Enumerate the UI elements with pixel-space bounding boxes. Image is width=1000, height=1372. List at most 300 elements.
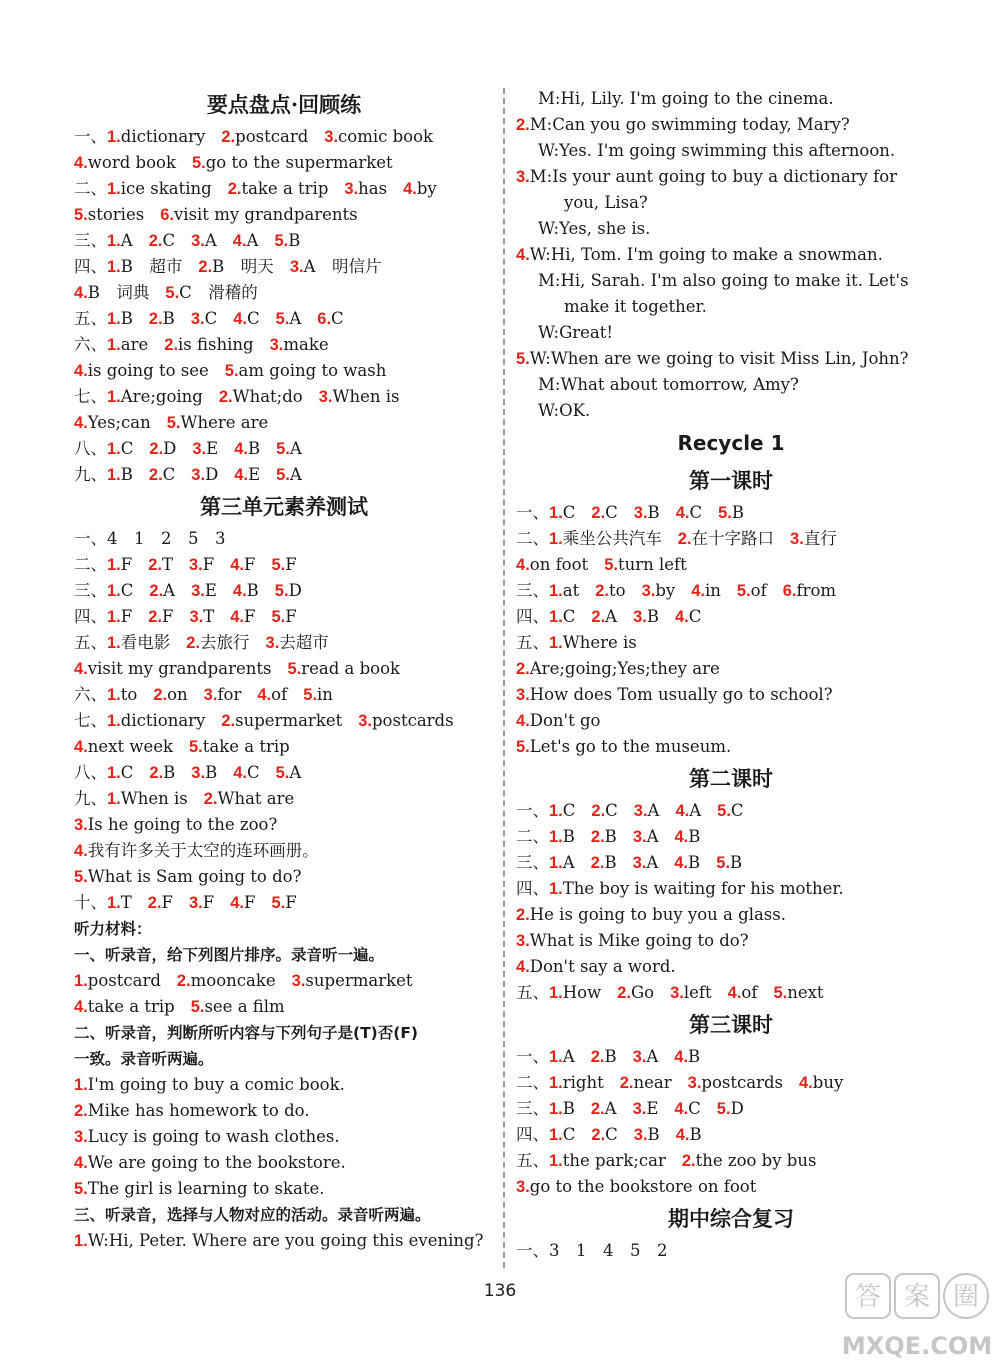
answer-text: 4 1 2 5 3: [107, 529, 226, 548]
answer-line: [516, 500, 946, 526]
answer-text: He is going to buy you a glass.: [529, 905, 786, 924]
right-column: [516, 86, 946, 1264]
answer-item: [549, 1099, 575, 1118]
answer-item: [274, 231, 300, 250]
answer-item: [107, 685, 137, 704]
answer-line: [74, 552, 494, 578]
answer-item: [270, 335, 329, 354]
answer-item: [549, 1125, 575, 1144]
item-number: 2.: [74, 1102, 88, 1120]
answer-item: [74, 841, 319, 860]
item-number: 5.: [516, 738, 530, 756]
item-number: 3.: [189, 608, 204, 626]
answer-item: [516, 503, 549, 522]
item-number: 4.: [74, 842, 88, 860]
answer-item: [620, 1073, 672, 1092]
answer-text: right: [562, 1073, 604, 1092]
answer-text: Lucy is going to wash clothes.: [87, 1127, 340, 1146]
answer-text: The boy is waiting for his mother.: [562, 879, 844, 898]
item-number: 3.: [670, 984, 684, 1002]
item-number: 2.: [221, 128, 236, 146]
item-number: 3.: [790, 530, 804, 548]
answer-text: dictionary: [120, 711, 206, 730]
answer-text: B: [604, 827, 617, 846]
item-number: 4.: [691, 582, 705, 600]
answer-item: [74, 1179, 325, 1198]
item-number: 5.: [275, 764, 290, 782]
answer-line: [516, 112, 946, 138]
answer-item: [676, 503, 702, 522]
item-number: 3.: [358, 712, 372, 730]
answer-item: [617, 983, 654, 1002]
answer-line: [516, 656, 946, 682]
answer-text: C: [605, 503, 618, 522]
answer-text: A: [120, 231, 133, 250]
item-number: 3.: [191, 466, 206, 484]
answer-item: [516, 957, 676, 976]
answer-item: [276, 309, 302, 328]
item-number: 2.: [516, 660, 530, 678]
answer-item: [549, 983, 601, 1002]
answer-text: D: [730, 1099, 744, 1118]
item-number: 4.: [674, 854, 689, 872]
item-number: 1.: [549, 634, 563, 652]
item-number: 1.: [74, 1232, 88, 1250]
answer-text: A: [646, 827, 659, 846]
answer-line: [74, 228, 494, 254]
answer-item: [74, 257, 107, 276]
section-number: 一、: [74, 127, 107, 146]
answer-text: B: [247, 439, 261, 458]
answer-line: [74, 734, 494, 760]
answer-item: [516, 853, 549, 872]
answer-text: B: [688, 853, 701, 872]
answer-item: [107, 789, 188, 808]
item-number: 5.: [773, 984, 788, 1002]
answer-item: [516, 1099, 549, 1118]
answer-item: [516, 1047, 549, 1066]
item-number: 2.: [148, 232, 163, 250]
item-number: 2.: [149, 582, 164, 600]
item-number: 5.: [166, 414, 181, 432]
answer-item: [107, 633, 170, 652]
answer-text: C: [331, 309, 344, 328]
answer-item: [287, 659, 400, 678]
answer-item: [225, 361, 387, 380]
answer-text: B: [729, 853, 743, 872]
item-number: 3.: [632, 828, 647, 846]
section-number: 三、: [516, 581, 549, 600]
answer-item: [230, 607, 255, 626]
answer-item: [107, 711, 205, 730]
answer-text: to: [120, 685, 138, 704]
answer-item: [148, 893, 173, 912]
answer-item: [149, 439, 176, 458]
answer-line: [516, 876, 946, 902]
section-number: 四、: [516, 879, 549, 898]
answer-line: [516, 552, 946, 578]
watermark-logo: [842, 1268, 992, 1364]
answer-item: [674, 1099, 700, 1118]
answer-item: [74, 607, 107, 626]
item-number: 3.: [632, 854, 647, 872]
answer-text: D: [205, 465, 219, 484]
item-number: 2.: [148, 556, 162, 574]
answer-item: [74, 789, 107, 808]
answer-text: F: [285, 893, 297, 912]
answer-item: [516, 905, 786, 924]
answer-text: M:Is your aunt going to buy a dictionary for: [529, 167, 898, 186]
item-number: 2.: [590, 1100, 605, 1118]
answer-text: B: [246, 581, 259, 600]
answer-text: B: [604, 1047, 617, 1066]
answer-text: A 明信片: [303, 257, 382, 276]
answer-text: buy: [812, 1073, 844, 1092]
item-number: 1.: [549, 1126, 563, 1144]
answer-item: [516, 1125, 549, 1144]
answer-item: [516, 1241, 668, 1260]
answer-item: [633, 607, 659, 626]
answer-item: [516, 1177, 756, 1196]
item-number: 2.: [198, 258, 213, 276]
section-number: 二、: [74, 555, 107, 574]
answer-item: [74, 439, 107, 458]
answer-text: F: [161, 607, 174, 626]
answer-text: E: [206, 439, 219, 458]
answer-item: [74, 335, 107, 354]
answer-item: [516, 245, 883, 264]
item-number: 3.: [74, 816, 88, 834]
answer-item: [153, 685, 187, 704]
answer-text: Is he going to the zoo?: [87, 815, 278, 834]
answer-text: W:Hi, Peter. Where are you going this evening?: [87, 1231, 484, 1250]
item-number: 5.: [287, 660, 302, 678]
column-divider: [503, 88, 505, 1268]
answer-text: When is: [332, 387, 400, 406]
answer-text: C: [730, 801, 744, 820]
answer-line: [74, 786, 494, 812]
item-number: 4.: [234, 440, 248, 458]
answer-text: D: [163, 439, 177, 458]
item-number: 1.: [74, 1076, 88, 1094]
answer-line: [516, 1070, 946, 1096]
item-number: 2.: [176, 972, 191, 990]
answer-item: [233, 231, 259, 250]
item-number: 1.: [107, 764, 121, 782]
item-number: 4.: [74, 154, 88, 172]
answer-item: [257, 685, 287, 704]
answer-item: [186, 633, 249, 652]
answer-item: [107, 439, 133, 458]
answer-text: A: [562, 853, 575, 872]
item-number: 3.: [632, 1100, 647, 1118]
answer-item: [516, 801, 549, 820]
answer-item: [290, 257, 382, 276]
section-number: 三、: [74, 581, 107, 600]
item-number: 6.: [160, 206, 174, 224]
answer-text: T: [161, 555, 173, 574]
answer-item: [549, 801, 575, 820]
answer-item: [633, 827, 659, 846]
answer-item: [74, 867, 301, 886]
answer-item: [74, 465, 107, 484]
item-number: 4.: [230, 556, 244, 574]
answer-item: [516, 737, 731, 756]
answer-item: [107, 231, 133, 250]
answer-text: B: [288, 231, 301, 250]
answer-line: [74, 176, 494, 202]
answer-text: supermarket: [305, 971, 413, 990]
item-number: 1.: [549, 1074, 563, 1092]
answer-text: B: [647, 503, 660, 522]
answer-line: [74, 384, 494, 410]
item-number: 4.: [74, 738, 88, 756]
item-number: 1.: [549, 854, 563, 872]
item-number: 3.: [191, 582, 205, 600]
answer-item: [74, 387, 107, 406]
answer-item: [783, 581, 836, 600]
watermark-char-2: 案: [903, 1282, 931, 1312]
answer-item: [191, 763, 217, 782]
answer-text: F: [120, 607, 133, 626]
answer-text: visit my grandparents: [173, 205, 358, 224]
answer-item: [74, 529, 226, 548]
answer-item: [149, 309, 175, 328]
answer-text: at: [562, 581, 580, 600]
answer-item: [266, 633, 329, 652]
answer-item: [149, 763, 175, 782]
answer-text: C: [120, 581, 134, 600]
answer-item: [633, 853, 659, 872]
answer-item: [234, 465, 260, 484]
answer-item: [107, 179, 212, 198]
item-number: 3.: [633, 1126, 648, 1144]
answer-line: [516, 980, 946, 1006]
item-number: 5.: [189, 738, 203, 756]
answer-item: [164, 335, 253, 354]
answer-text: go to the supermarket: [205, 153, 393, 172]
answer-item: [675, 827, 701, 846]
item-number: 5.: [191, 154, 206, 172]
item-number: 5.: [718, 504, 732, 522]
answer-text: Don't go: [529, 711, 601, 730]
answer-text: B 明天: [212, 257, 274, 276]
section-number: 六、: [74, 335, 107, 354]
answer-item: [676, 1125, 702, 1144]
answer-text: 乘坐公共汽车: [562, 529, 662, 548]
answer-item: [633, 1047, 659, 1066]
answer-line: [516, 1122, 946, 1148]
item-number: 2.: [221, 712, 236, 730]
answer-line: [516, 630, 946, 656]
section-number: 一、: [516, 801, 549, 820]
answer-item: [74, 1153, 346, 1172]
item-number: 2.: [148, 608, 162, 626]
answer-item: [107, 607, 132, 626]
answer-item: [74, 997, 175, 1016]
item-number: 1.: [549, 802, 563, 820]
item-number: 1.: [107, 232, 121, 250]
listening-section-title: 一、听录音，给下列图片排序。录音听一遍。: [74, 946, 385, 964]
answer-line: [74, 1098, 494, 1124]
answer-text: C: [605, 801, 618, 820]
answer-item: [74, 231, 107, 250]
answer-item: [191, 997, 285, 1016]
item-number: 4.: [674, 1100, 689, 1118]
section-heading: 要点盘点·回顾练: [206, 92, 362, 117]
answer-text: 直行: [803, 529, 837, 548]
answer-line: [516, 734, 946, 760]
answer-text: is fishing: [178, 335, 254, 354]
answer-item: [234, 439, 260, 458]
section-heading: Recycle 1: [677, 431, 785, 455]
answer-text: C: [688, 607, 702, 626]
item-number: 1.: [107, 388, 121, 406]
section-number: 一、: [74, 529, 107, 548]
item-number: 3.: [189, 894, 203, 912]
section-number: 三、: [516, 1099, 549, 1118]
item-number: 3.: [192, 440, 207, 458]
answer-line: [516, 824, 946, 850]
answer-text: C: [605, 1125, 618, 1144]
answer-item: [303, 685, 333, 704]
item-number: 6.: [782, 582, 797, 600]
answer-text: B: [163, 763, 176, 782]
answer-text: F: [243, 607, 256, 626]
answer-text: take a trip: [241, 179, 329, 198]
answer-text: turn left: [617, 555, 687, 574]
answer-item: [773, 983, 823, 1002]
answer-line: [516, 526, 946, 552]
answer-text: B: [120, 309, 133, 328]
answer-item: [317, 309, 343, 328]
answer-line: [74, 1072, 494, 1098]
answer-item: [591, 1099, 617, 1118]
answer-text: B: [562, 1099, 575, 1118]
item-number: 1.: [107, 894, 121, 912]
item-number: 1.: [107, 128, 121, 146]
answer-line: [74, 630, 494, 656]
left-column: [74, 86, 494, 1254]
answer-item: [591, 801, 617, 820]
item-number: 5.: [716, 1100, 731, 1118]
item-number: 5.: [190, 998, 205, 1016]
answer-line: [516, 1238, 946, 1264]
answer-line: [74, 578, 494, 604]
answer-item: [74, 659, 271, 678]
answer-text: 我有许多关于太空的连环画册。: [87, 841, 319, 860]
answer-text: I'm going to buy a comic book.: [87, 1075, 345, 1094]
answer-text: A: [289, 465, 302, 484]
answer-text: 去超市: [279, 633, 329, 652]
item-number: 3.: [190, 310, 205, 328]
item-number: 5.: [275, 310, 290, 328]
answer-line: [74, 760, 494, 786]
answer-item: [591, 853, 617, 872]
answer-text: from: [796, 581, 837, 600]
item-number: 4.: [516, 556, 530, 574]
answer-item: [107, 555, 132, 574]
answer-text: by: [655, 581, 676, 600]
answer-line: [74, 1228, 494, 1254]
answer-item: [728, 983, 758, 1002]
item-number: 1.: [107, 180, 121, 198]
answer-line: [74, 890, 494, 916]
answer-text: B: [688, 827, 701, 846]
section-heading: 第一课时: [689, 468, 773, 493]
answer-item: [74, 1127, 340, 1146]
answer-line: [516, 242, 946, 268]
item-number: 4.: [74, 998, 88, 1016]
answer-text: of: [750, 581, 767, 600]
item-number: 3.: [633, 608, 647, 626]
item-number: 3.: [633, 504, 648, 522]
answer-item: [107, 387, 203, 406]
answer-text: postcards: [701, 1073, 783, 1092]
answer-item: [230, 893, 255, 912]
item-number: 4.: [799, 1074, 813, 1092]
item-number: 2.: [591, 504, 606, 522]
item-number: 5.: [516, 350, 530, 368]
answer-text: A: [289, 309, 302, 328]
item-number: 4.: [516, 246, 530, 264]
answer-text: C: [162, 231, 176, 250]
answer-item: [591, 607, 617, 626]
item-number: 3.: [324, 128, 339, 146]
item-number: 5.: [274, 232, 289, 250]
answer-text: for: [217, 685, 242, 704]
answer-item: [675, 607, 701, 626]
answer-text: C: [162, 465, 176, 484]
answer-item: [74, 179, 107, 198]
answer-text: A: [289, 439, 302, 458]
answer-item: [276, 439, 302, 458]
answer-text: F: [243, 555, 256, 574]
answer-text: E: [646, 1099, 659, 1118]
item-number: 5.: [604, 556, 618, 574]
item-number: 1.: [74, 972, 88, 990]
item-number: 1.: [107, 258, 121, 276]
answer-line: [516, 346, 946, 372]
item-number: 1.: [549, 828, 563, 846]
answer-item: [233, 309, 259, 328]
answer-text: ice skating: [120, 179, 212, 198]
answer-line: [74, 708, 494, 734]
item-number: 4.: [403, 180, 417, 198]
answer-line: [516, 1174, 946, 1200]
answer-text: B: [688, 1047, 701, 1066]
answer-item: [549, 879, 844, 898]
item-number: 1.: [107, 336, 121, 354]
answer-text: W:Hi, Tom. I'm going to make a snowman.: [529, 245, 883, 264]
answer-line: [74, 1150, 494, 1176]
answer-text: C: [204, 309, 218, 328]
answer-text: F: [202, 893, 215, 912]
answer-item: [107, 763, 133, 782]
answer-item: [74, 711, 107, 730]
answer-text: A: [163, 581, 176, 600]
answer-item: [275, 581, 302, 600]
section-number: 七、: [74, 387, 107, 406]
item-number: 4.: [675, 802, 690, 820]
answer-text: B: [647, 1125, 660, 1144]
answer-text: of: [741, 983, 758, 1002]
answer-text: B: [162, 309, 175, 328]
answer-item: [74, 1101, 310, 1120]
item-number: 3.: [189, 556, 203, 574]
answer-text: Let's go to the museum.: [529, 737, 732, 756]
item-number: 5.: [303, 686, 317, 704]
